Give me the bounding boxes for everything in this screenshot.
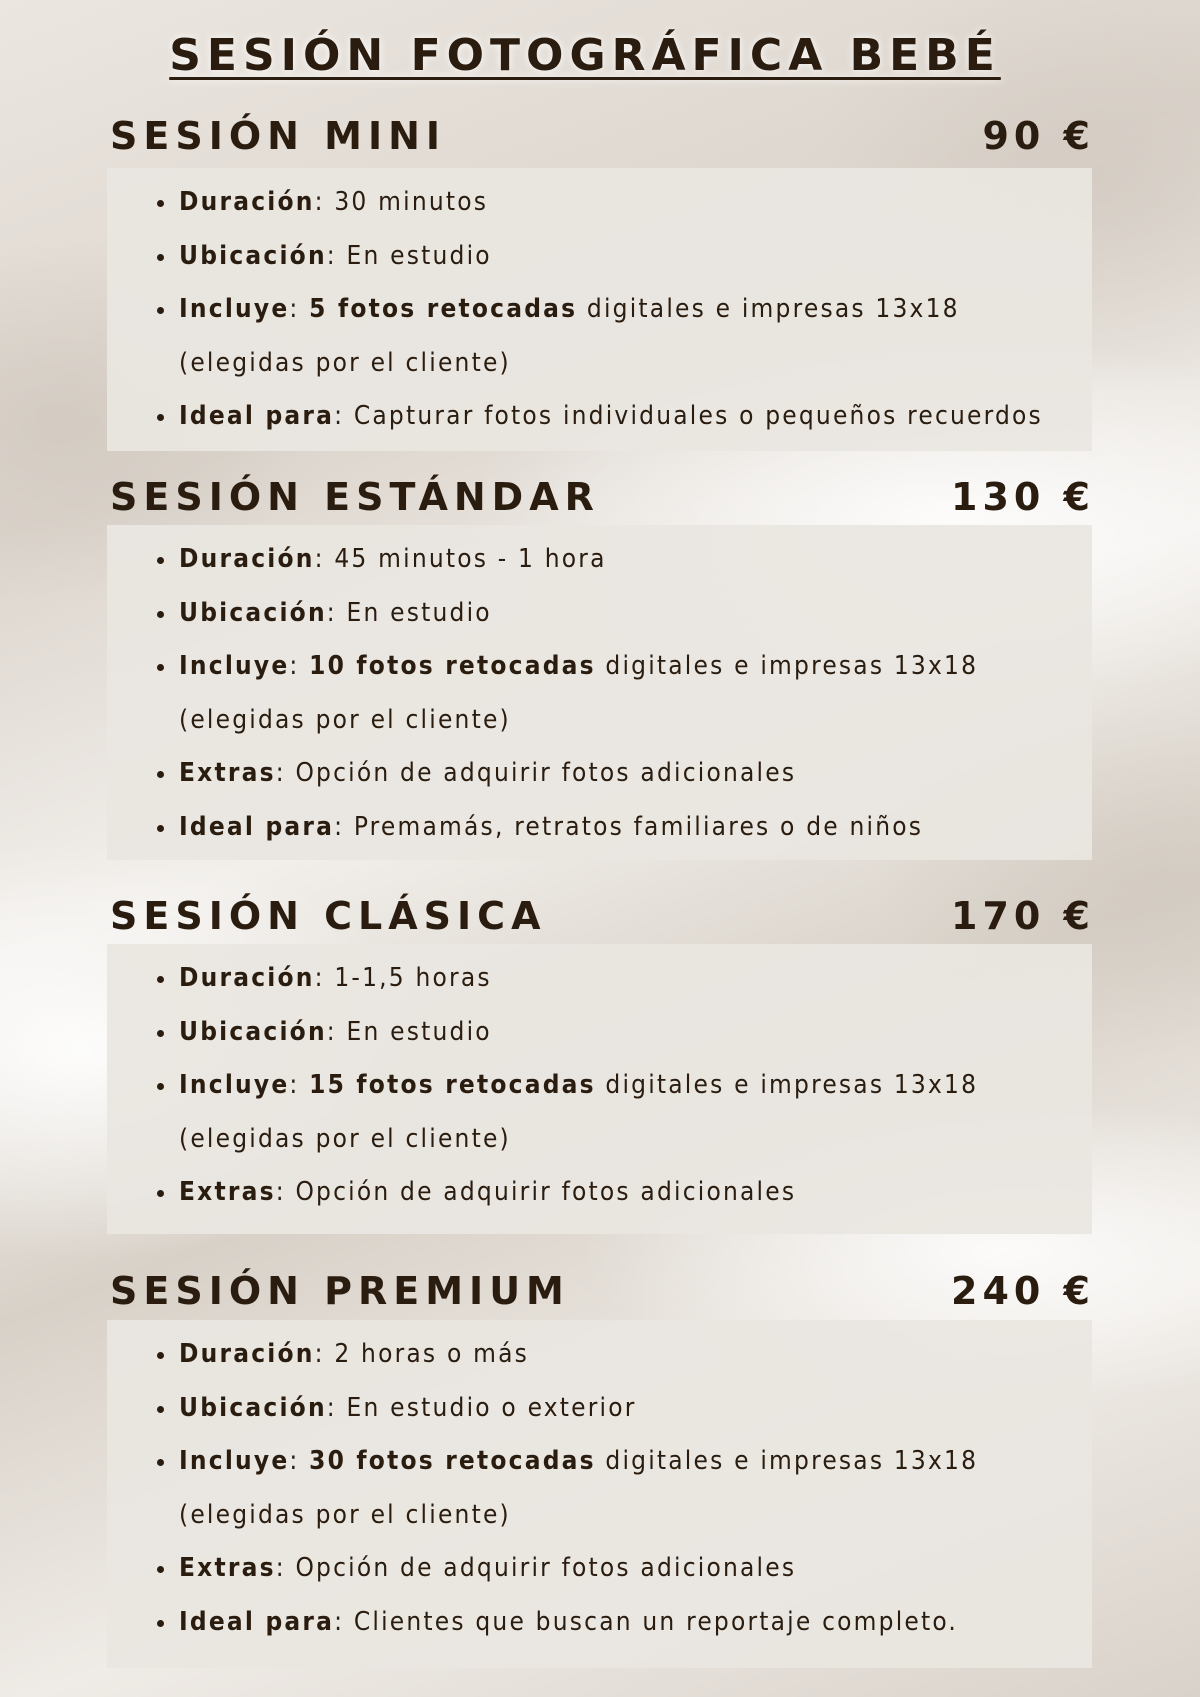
detail-incluye: Incluye: 10 fotos retocadas digitales e impresas 13x18 bbox=[179, 640, 1052, 694]
section-header-estandar bbox=[110, 472, 1095, 522]
detail-incluye: Incluye: 15 fotos retocadas digitales e impresas 13x18 bbox=[179, 1059, 1052, 1113]
detail-duracion: Duración: 30 minutos bbox=[179, 176, 1052, 230]
section-name: SESIÓN ESTÁNDAR bbox=[110, 475, 600, 519]
detail-extras: Extras: Opción de adquirir fotos adicionales bbox=[179, 1542, 1052, 1596]
detail-extras: Extras: Opción de adquirir fotos adicionales bbox=[179, 1166, 1052, 1220]
detail-ideal: Ideal para: Clientes que buscan un reportaje completo. bbox=[179, 1596, 1052, 1650]
section-price: 90 € bbox=[982, 114, 1095, 158]
detail-incluye: Incluye: 30 fotos retocadas digitales e impresas 13x18 bbox=[179, 1435, 1052, 1489]
section-header-clasica bbox=[110, 891, 1095, 941]
detail-ideal: Ideal para: Premamás, retratos familiares o de niños bbox=[179, 801, 1052, 855]
page-title: SESIÓN FOTOGRÁFICA BEBÉ bbox=[169, 30, 1001, 81]
detail-incluye-continued: (elegidas por el cliente) bbox=[179, 347, 511, 378]
detail-ubicacion: Ubicación: En estudio bbox=[179, 230, 1052, 284]
detail-ideal: Ideal para: Capturar fotos individuales o pequeños recuerdos bbox=[179, 390, 1052, 444]
detail-incluye-continued: (elegidas por el cliente) bbox=[179, 1499, 511, 1530]
detail-extras: Extras: Opción de adquirir fotos adicionales bbox=[179, 747, 1052, 801]
section-details-premium bbox=[107, 1320, 1092, 1668]
detail-ubicacion: Ubicación: En estudio bbox=[179, 1006, 1052, 1060]
section-details-clasica bbox=[107, 944, 1092, 1234]
section-price: 170 € bbox=[951, 894, 1095, 938]
section-name: SESIÓN PREMIUM bbox=[110, 1269, 570, 1313]
section-price: 240 € bbox=[951, 1269, 1095, 1313]
section-details-mini bbox=[107, 168, 1092, 451]
section-name: SESIÓN CLÁSICA bbox=[110, 894, 547, 938]
section-header-mini bbox=[110, 111, 1095, 161]
detail-duracion: Duración: 2 horas o más bbox=[179, 1328, 1052, 1382]
detail-duracion: Duración: 1-1,5 horas bbox=[179, 952, 1052, 1006]
section-name: SESIÓN MINI bbox=[110, 114, 447, 158]
detail-ubicacion: Ubicación: En estudio o exterior bbox=[179, 1382, 1052, 1436]
detail-incluye-continued: (elegidas por el cliente) bbox=[179, 1123, 511, 1154]
section-header-premium bbox=[110, 1266, 1095, 1316]
detail-duracion: Duración: 45 minutos - 1 hora bbox=[179, 533, 1052, 587]
detail-incluye-continued: (elegidas por el cliente) bbox=[179, 704, 511, 735]
section-details-estandar bbox=[107, 525, 1092, 860]
section-price: 130 € bbox=[951, 475, 1095, 519]
detail-ubicacion: Ubicación: En estudio bbox=[179, 587, 1052, 641]
detail-incluye: Incluye: 5 fotos retocadas digitales e impresas 13x18 bbox=[179, 283, 1052, 337]
